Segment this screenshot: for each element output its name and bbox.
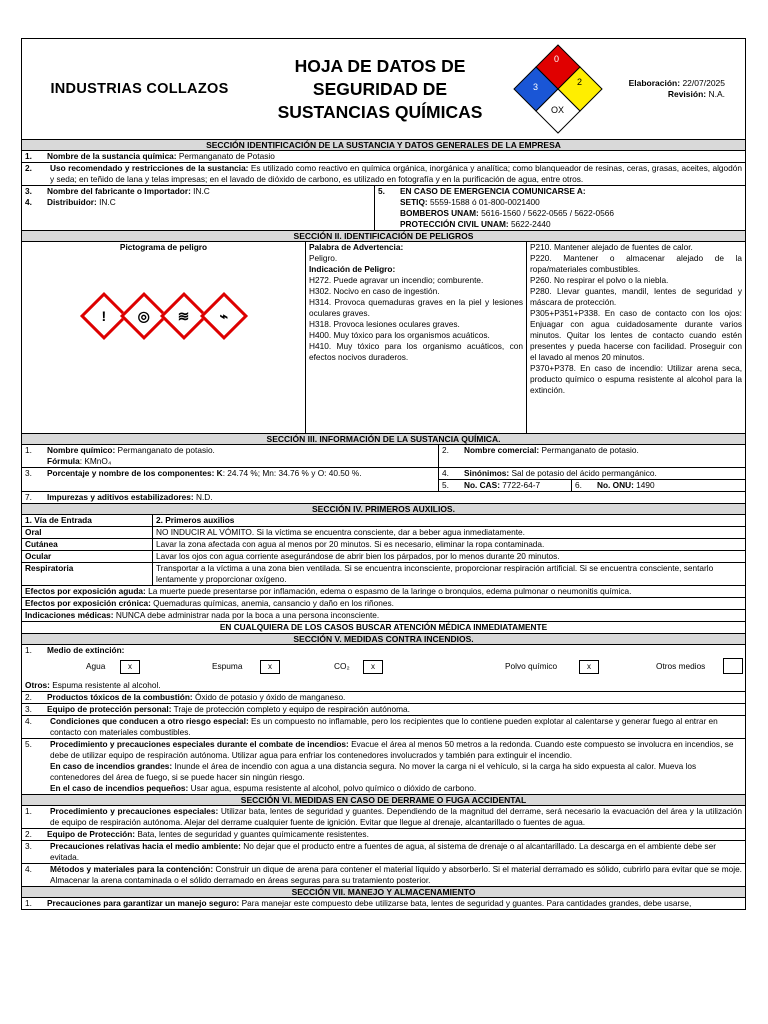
impurities-row: 7. Impurezas y aditivos estabilizadores: N.D.: [21, 492, 746, 504]
checkbox-foam[interactable]: x: [260, 660, 280, 674]
first-aid-skin: Cutánea Lavar la zona afectada con agua al menos por 20 minutos. Si es necesario, eliminar la ropa contaminada.: [21, 539, 746, 551]
use-row: 2. Uso recomendado y restricciones de la sustancia: Es utilizado como reactivo en química orgánica, inorgánica y analítica; como blanqueador de resinas, ceras, grasas, aceites, algodón y seda; en teñido de lana y telas impresas; en el lavado de dióxido de carbono, es utilizado en fotografía y en la purificación de agua, entre otros.: [21, 163, 746, 186]
spill-ppe-row: 2. Equipo de Protección: Bata, lentes de seguridad y guantes químicamente resistentes.: [21, 829, 746, 841]
special-risk-row: 4. Condiciones que conducen a otro riesgo especial: Es un compuesto no inflamable, pero los recipientes que lo contiene pueden explotar al calentarse y generar fuego al entrar en contacto con materiales combustibles.: [21, 716, 746, 739]
nfpa-special: OX: [551, 105, 565, 115]
substance-info: 1. Nombre químico: Permanganato de potasio. Fórmula: KMnO₄ 3. Porcentaje y nombre de los componentes: K: 24.74 %; Mn: 34.76 % y O: 40.50 %. 2. Nombre comercial: Permanganato de potasio. 4. Sinónimos: Sal de potasio del ácido permangánico. 5. No. CAS: 7722-64-7 6. No. ONU: 1490: [21, 445, 746, 492]
revision: N.A.: [708, 89, 725, 99]
exclamation-hazard-icon: !: [79, 292, 127, 340]
safe-handling-row: 1. Precauciones para garantizar un manejo seguro: Para manejar este compuesto debe utilizarse bata, lentes de seguridad y guantes. Para cantidades grandes, debe usarse,: [21, 898, 746, 910]
elaboration-date: 22/07/2025: [682, 78, 725, 88]
first-aid-oral: Oral NO INDUCIR AL VÓMITO. Si la víctima se encuentra consciente, dar a beber agua inmediatamente.: [21, 527, 746, 539]
spill-procedure-row: 1. Procedimiento y precauciones especiales: Utilizar bata, lentes de seguridad y guantes. Dependiendo de la magnitud del derrame, será necesario la evacuación del área y la utilización de equipo de respiración autónoma. Alejar del derrame cualquier fuente de ignición. Evitar que llegue al drenaje, alcantarillado o fuentes de agua.: [21, 806, 746, 829]
seek-medical-banner: EN CUALQUIERA DE LOS CASOS BUSCAR ATENCIÓN MÉDICA INMEDIATAMENTE: [21, 622, 746, 634]
first-aid-header: 1. Vía de Entrada 2. Primeros auxilios: [21, 515, 746, 527]
fire-ppe-row: 3. Equipo de protección personal: Traje de protección completo y equipo de respiración autónoma.: [21, 704, 746, 716]
acute-effects-row: Efectos por exposición aguda: La muerte puede presentarse por inflamación, edema o espasmo de la laringe o bronquios, edema pulmonar o neumonitis química.: [21, 586, 746, 598]
section-7-title: SECCIÓN VII. MANEJO Y ALMACENAMIENTO: [21, 887, 746, 898]
extinguishing-media: 1. Medio de extinción: Agua x Espuma x CO₂ x Polvo químico x Otros medios Otros: Espuma resistente al alcohol.: [21, 645, 746, 692]
hazard-statements: Palabra de Advertencia: Peligro. Indicación de Peligro: H272. Puede agravar un incendio; comburente. H302. Nocivo en caso de ingestión. H314. Provoca quemaduras graves en la piel y lesiones oculares graves. H318. Provoca lesiones oculares graves. H400. Muy tóxico para los organismos acuáticos. H410. Muy tóxico para los organismo acuáticos, con efectos nocivos duraderos.: [306, 242, 527, 433]
nfpa-flammability: 0: [554, 54, 560, 64]
pictograms-cell: Pictograma de peligro ! ◎ ≋ ⌁: [22, 242, 306, 433]
checkbox-dry-chemical[interactable]: x: [579, 660, 599, 674]
containment-row: 4. Métodos y materiales para la contención: Construir un dique de arena para contener el material líquido y absorberlo. Si el material derramado es sólido, cubrirlo para evitar que se moje. Almacenar la arena contaminada o el sólido derramado en áreas seguras para su tratamiento posterior.: [21, 864, 746, 887]
section-3-title: SECCIÓN III. INFORMACIÓN DE LA SUSTANCIA QUÍMICA.: [21, 434, 746, 445]
environment-hazard-icon: ≋: [159, 292, 207, 340]
hazards-block: [21, 242, 746, 434]
document-meta: Elaboración: 22/07/2025 Revisión: N.A.: [628, 78, 725, 99]
environmental-precautions-row: 3. Precauciones relativas hacia el medio ambiente: No dejar que el producto entre a fuentes de agua, al sistema de drenaje o al alcantarillado. La descarga en el ambiente debe ser evitada.: [21, 841, 746, 864]
firefighting-procedure-row: 5. Procedimiento y precauciones especiales durante el combate de incendios: Evacue el área al menos 50 metros a la redonda. Cuando este compuesto se involucra en incendios, se debe de utilizar equipo de respiración autónoma. Utilizar agua para enfriar los contenedores involucrados y también para extinguir el incendio. En caso de incendios grandes: Inunde el área de incendio con agua a una distancia segura. No mover la carga ni el vehículo, si la carga ha sido expuesta al calor. Mueva los contenedores del área de fuego, si se puede hacer sin ningún riesgo. En el caso de incendios pequeños: Usar agua, espuma resistente al alcohol, polvo químico o dióxido de carbono.: [21, 739, 746, 795]
nfpa-diamond: [503, 39, 613, 139]
section-2-title: SECCIÓN II. IDENTIFICACIÓN DE PELIGROS: [21, 231, 746, 242]
section-1-title: SECCIÓN IDENTIFICACIÓN DE LA SUSTANCIA Y DATOS GENERALES DE LA EMPRESA: [21, 140, 746, 151]
checkbox-co2[interactable]: x: [363, 660, 383, 674]
safety-data-sheet: [21, 38, 746, 910]
corrosive-hazard-icon: ⌁: [199, 292, 247, 340]
chronic-effects-row: Efectos por exposición crónica: Quemaduras químicas, anemia, cansancio y daño en los riñones.: [21, 598, 746, 610]
section-4-title: SECCIÓN IV. PRIMEROS AUXILIOS.: [21, 504, 746, 515]
oxidizer-hazard-icon: ◎: [119, 292, 167, 340]
nfpa-reactivity: 2: [577, 77, 583, 87]
sheet-title: HOJA DE DATOS DE SEGURIDAD DE SUSTANCIAS QUÍMICAS: [277, 55, 483, 122]
checkbox-other[interactable]: [723, 658, 743, 674]
medical-indications-row: Indicaciones médicas: NUNCA debe administrar nada por la boca a una persona inconsciente.: [21, 610, 746, 622]
company-name: INDUSTRIAS COLLAZOS: [50, 81, 229, 97]
first-aid-eye: Ocular Lavar los ojos con agua corriente asegurándose de abrir bien los párpados, por lo menos durante 20 minutos.: [21, 551, 746, 563]
substance-name-row: 1. Nombre de la sustancia química: Permanganato de Potasio: [21, 151, 746, 163]
precautionary-statements: P210. Mantener alejado de fuentes de calor. P220. Mantener o almacenar alejado de la ropa/materiales combustibles. P260. No respirar el polvo o la niebla. P280. Llevar guantes, mandil, lentes de seguridad y máscara de protección. P305+P351+P338. En caso de contacto con los ojos: Enjuagar con agua cuidadosamente durante varios minutos. Quitar los lentes de contacto cuando estén presentes y pueda hacerse con facilidad. Proseguir con el lavado al menos 20 minutos. P370+P378. En caso de incendio: Utilizar arena seca, producto químico o espuma resistente al alcohol para la extinción.: [530, 242, 742, 395]
combustion-products-row: 2. Productos tóxicos de la combustión: Óxido de potasio y óxido de manganeso.: [21, 692, 746, 704]
sheet-header: [21, 38, 746, 140]
checkbox-water[interactable]: x: [120, 660, 140, 674]
section-6-title: SECCIÓN VI. MEDIDAS EN CASO DE DERRAME O FUGA ACCIDENTAL: [21, 795, 746, 806]
first-aid-inhalation: Respiratoria Transportar a la víctima a una zona bien ventilada. Si se encuentra inconsciente, proporcionar respiración artificial. Si se encuentra consciente, sentarlo lentamente y proporcionar oxígeno.: [21, 563, 746, 586]
manufacturer-emergency-row: 3. Nombre del fabricante o Importador: IN.C 4. Distribuidor: IN.C 5. EN CASO DE EMERGENCIA COMUNICARSE A: SETIQ: 5559-1588 ó 01-800-0021400 BOMBEROS UNAM: 5616-1560 / 5622-0565 / 5622-0566 PROTECCIÓN CIVIL UNAM: 5622-2440: [21, 186, 746, 231]
nfpa-health: 3: [533, 82, 539, 92]
section-5-title: SECCIÓN V. MEDIDAS CONTRA INCENDIOS.: [21, 634, 746, 645]
